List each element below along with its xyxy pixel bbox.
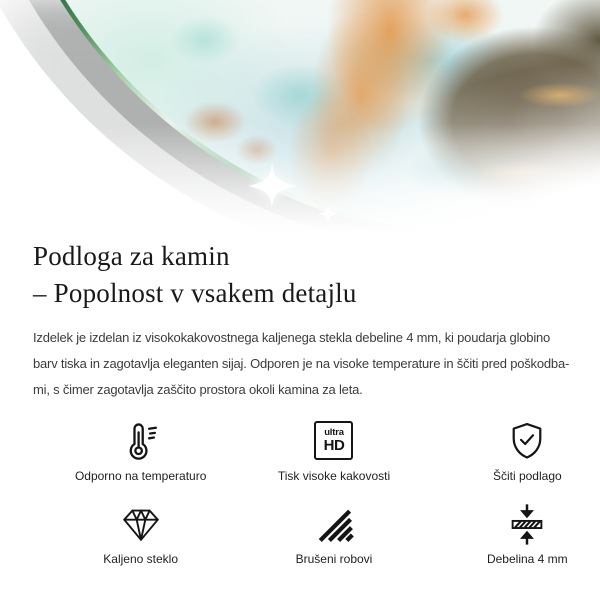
description-line: mi, s čimer zagotavlja zaščito prostora okoli kamina za leta. [33, 382, 363, 397]
feature-print-quality [237, 417, 430, 483]
description-line: Izdelek je izdelan iz visokokakovostnega kaljenega stekla debeline 4 mm, ki poudarja globino [33, 330, 551, 345]
feature-label: Tisk visoke kakovosti [277, 469, 391, 483]
ultra-hd-icon [314, 417, 353, 464]
white-fade-bottom [0, 0, 600, 238]
title-line-1: Podloga za kamin [33, 241, 230, 271]
feature-beveled-edges [237, 500, 430, 566]
feature-label: Ščiti podlago [492, 469, 562, 483]
thickness-4mm-icon [504, 500, 550, 547]
feature-thickness [431, 500, 600, 566]
thermometer-icon [118, 417, 164, 464]
title-line-2: – Popolnost v vsakem detajlu [33, 278, 357, 308]
diamond-icon [118, 500, 164, 547]
feature-protects-surface [431, 417, 600, 483]
feature-heat-resistant [44, 417, 237, 483]
product-description [33, 325, 600, 403]
product-image [0, 0, 600, 238]
feature-label: Debelina 4 mm [486, 552, 568, 566]
beveled-edges-icon [312, 500, 356, 547]
feature-tempered-glass [44, 500, 237, 566]
page-title [33, 238, 600, 312]
shield-check-icon [505, 417, 549, 464]
feature-label: Kaljeno steklo [103, 552, 179, 566]
feature-label: Odporno na temperaturo [74, 469, 207, 483]
ultra-hd-icon-text: HD [323, 437, 345, 455]
product-info-section [0, 238, 600, 566]
sparkle-glint-icon [245, 159, 299, 213]
description-line: barv tiska in zagotavlja eleganten sijaj. Odporen je na visoke temperature in ščiti pred poškodba- [33, 356, 570, 371]
features-grid [44, 417, 600, 566]
sparkle-glint-small-icon [317, 203, 339, 225]
feature-label: Brušeni robovi [295, 552, 373, 566]
ultra-hd-icon-text: ultra [324, 426, 344, 438]
